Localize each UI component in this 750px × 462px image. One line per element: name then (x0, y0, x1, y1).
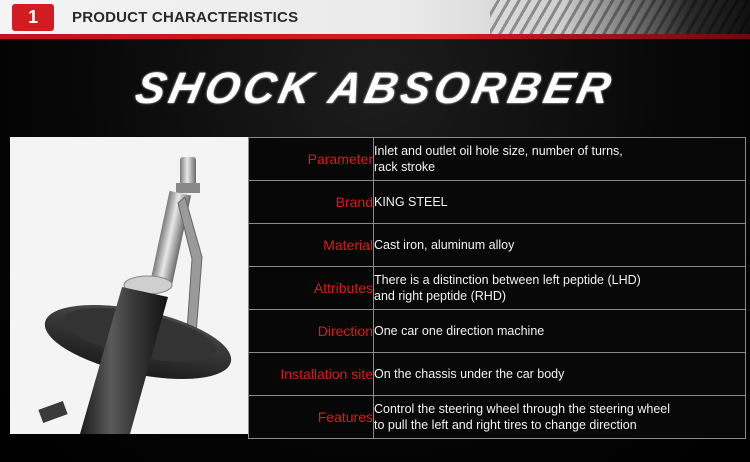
spec-label: Features (249, 396, 374, 439)
table-row (249, 138, 746, 181)
table-row (249, 310, 746, 353)
spec-value: One car one direction machine (374, 310, 746, 353)
spec-label: Direction (249, 310, 374, 353)
table-row (249, 224, 746, 267)
shock-absorber-illustration (10, 137, 248, 434)
spec-value: Control the steering wheel through the steering wheel to pull the left and right tires to change direction (374, 396, 746, 439)
table-row (249, 353, 746, 396)
spec-value: Cast iron, aluminum alloy (374, 224, 746, 267)
table-row (249, 267, 746, 310)
header-stripes (490, 0, 750, 36)
section-title: PRODUCT CHARACTERISTICS (72, 9, 299, 26)
section-number-badge: 1 (12, 4, 54, 31)
spec-value: KING STEEL (374, 181, 746, 224)
spec-value: On the chassis under the car body (374, 353, 746, 396)
spec-label: Parameter (249, 138, 374, 181)
spec-value: There is a distinction between left peptide (LHD) and right peptide (RHD) (374, 267, 746, 310)
spec-label: Brand (249, 181, 374, 224)
spec-label: Attributes (249, 267, 374, 310)
spec-label: Material (249, 224, 374, 267)
spec-value: Inlet and outlet oil hole size, number of turns, rack stroke (374, 138, 746, 181)
table-row (249, 396, 746, 439)
spec-table (248, 137, 746, 439)
product-image-panel (10, 137, 248, 434)
page-title: SHOCK ABSORBER (131, 64, 619, 113)
table-row (249, 181, 746, 224)
spec-label: Installation site (249, 353, 374, 396)
